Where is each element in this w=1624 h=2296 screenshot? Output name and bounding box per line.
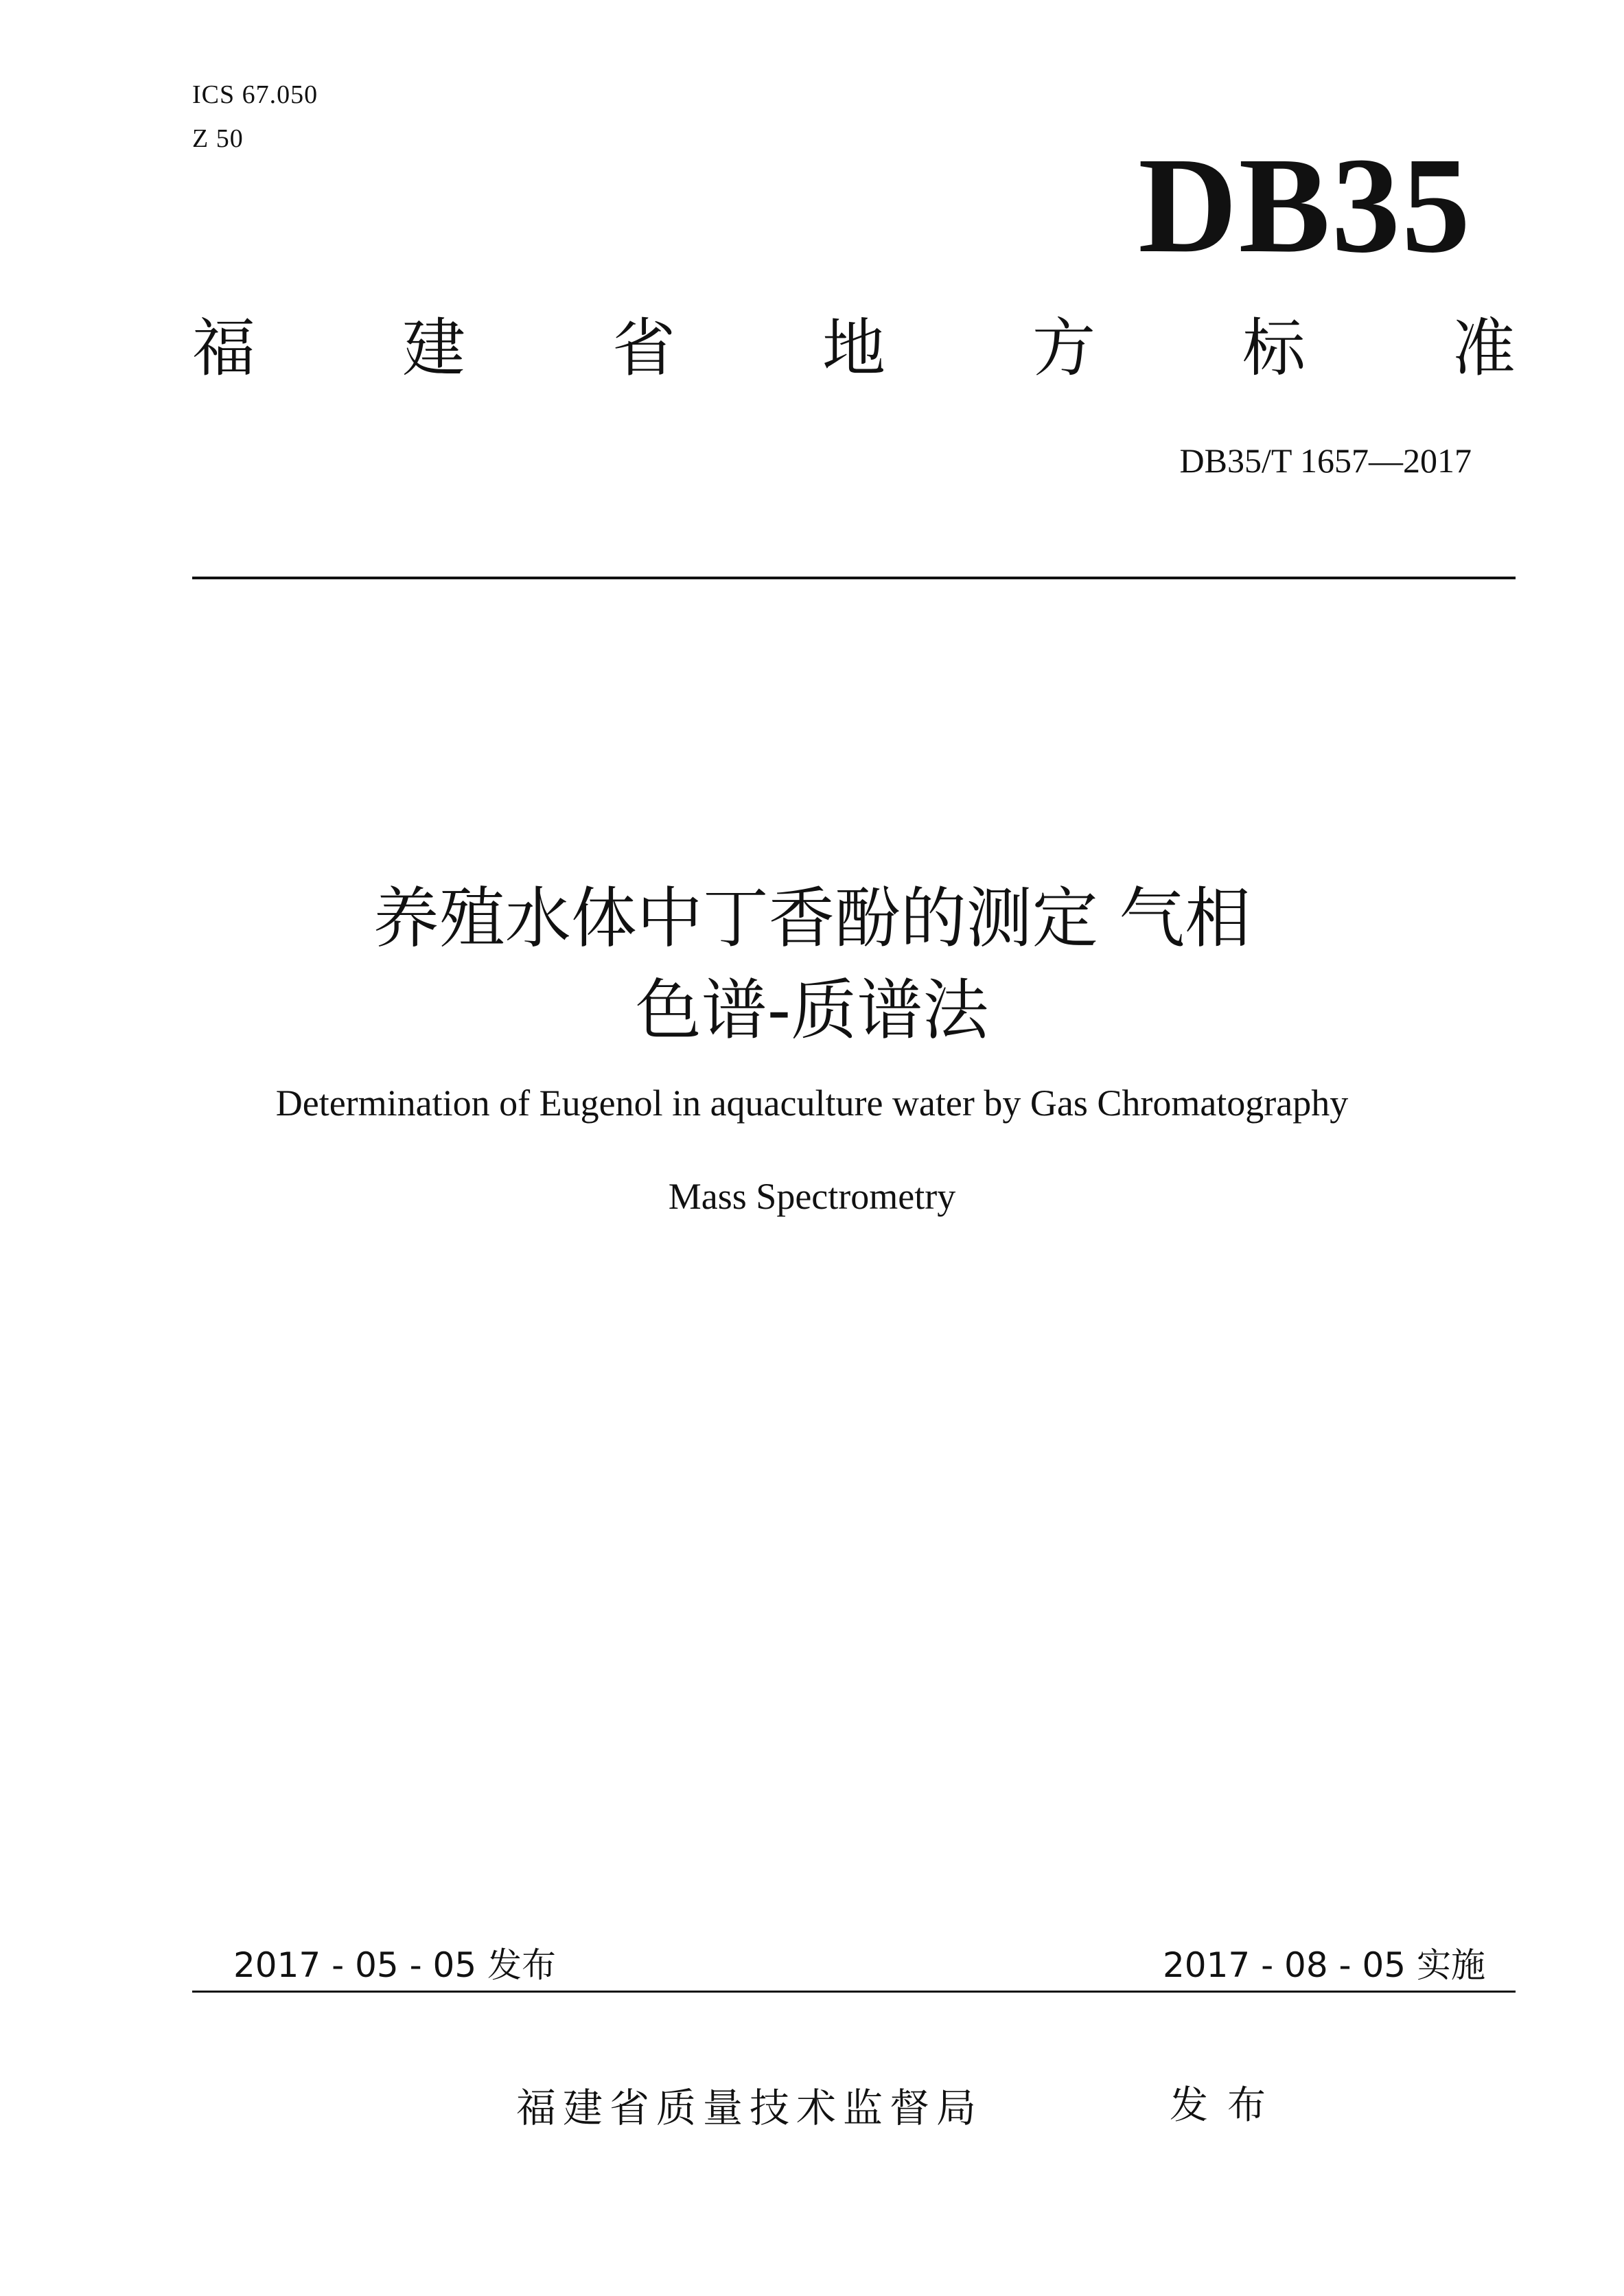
implementation-date: 2017 - 08 - 05 实施 [1162, 1945, 1485, 1985]
ics-code: ICS 67.050 [192, 80, 318, 109]
top-divider [192, 577, 1516, 579]
bottom-divider [192, 1991, 1516, 1993]
ccs-code: Z 50 [192, 124, 244, 153]
standard-type-char: 省 [612, 312, 675, 385]
standard-type-char: 标 [1242, 312, 1306, 385]
issue-date: 2017 - 05 - 05 发布 [233, 1945, 557, 1985]
standard-type-char: 福 [192, 312, 256, 385]
db-mark: DB35 [1138, 130, 1472, 281]
standard-number: DB35/T 1657—2017 [1179, 441, 1472, 480]
standard-type-char: 准 [1452, 312, 1516, 385]
title-cn-line2: 色谱-质谱法 [635, 972, 989, 1049]
title-en-line1: Determination of Eugenol in aquaculture water by Gas Chromatography [275, 1082, 1349, 1124]
standard-type-char: 建 [402, 312, 465, 385]
title-en-line2: Mass Spectrometry [668, 1176, 956, 1217]
publish-label: 发布 [1170, 2083, 1285, 2128]
standard-type-char: 方 [1032, 312, 1095, 385]
standard-type-char: 地 [822, 312, 885, 385]
standard-type-heading [192, 312, 1516, 385]
title-cn-line1: 养殖水体中丁香酚的测定 气相 [373, 880, 1251, 957]
publisher-name: 福建省质量技术监督局 [516, 2085, 984, 2131]
